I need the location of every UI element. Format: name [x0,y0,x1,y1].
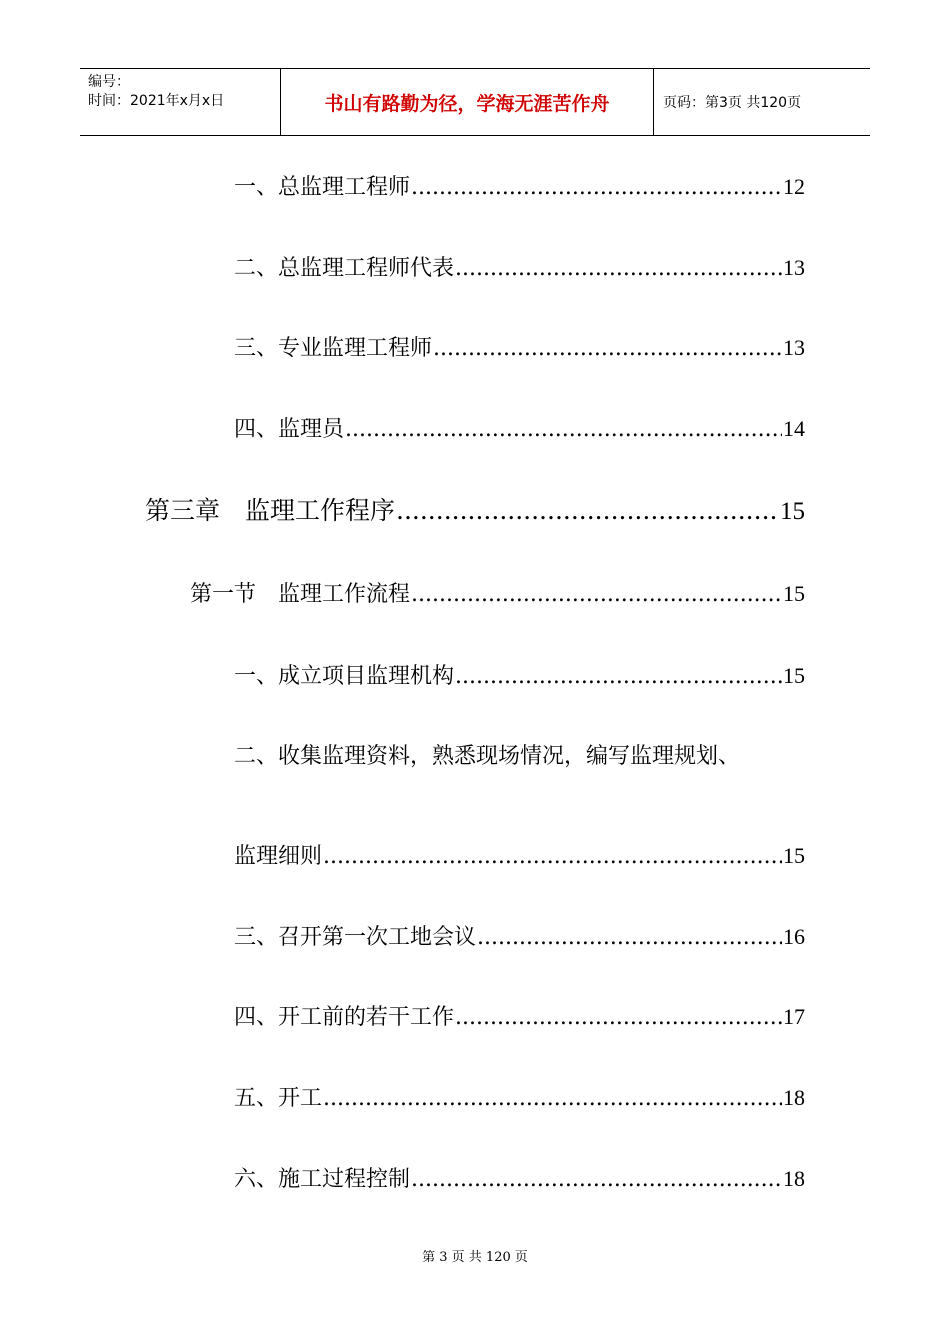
toc-entry-page: 15 [783,581,805,606]
toc-entry[interactable] [234,331,805,362]
toc-entry-title: 五、开工 [234,1086,323,1111]
toc-leader [411,582,782,607]
toc-leader [323,844,782,869]
page-header [80,68,870,136]
toc-entry-page: 15 [783,663,805,688]
toc-entry-page: 15 [783,843,805,868]
toc-entry-title: 二、总监理工程师代表 [234,256,455,281]
toc-entry-title: 一、总监理工程师 [234,175,411,200]
toc-leader [396,496,779,525]
toc-entry[interactable] [234,1162,805,1193]
header-time: 时间：2021年x月x日 [88,93,225,109]
toc-entry[interactable] [234,251,805,282]
toc-entry-page: 13 [783,255,805,280]
toc-section-entry[interactable] [190,577,805,608]
toc-entry-title: 第一节 监理工作流程 [190,582,411,607]
toc-entry-title: 一、成立项目监理机构 [234,664,455,689]
header-number: 编号： [88,74,130,90]
header-motto: 书山有路勤为径，学海无涯苦作舟 [281,69,654,135]
toc-entry[interactable] [234,1081,805,1112]
toc-entry-title: 监理细则 [234,844,323,869]
toc-entry-title: 三、召开第一次工地会议 [234,925,477,950]
toc-entry-page: 18 [783,1166,805,1191]
toc-entry[interactable] [234,920,805,951]
toc-leader [455,1005,782,1030]
toc-entry-title: 四、监理员 [234,417,345,442]
toc-entry-page: 12 [783,174,805,199]
toc-leader [433,336,782,361]
toc-leader [411,175,782,200]
toc-leader [455,256,782,281]
toc-entry[interactable] [234,839,805,870]
toc-leader [455,664,782,689]
page-footer: 第 3 页 共 120 页 [422,1250,528,1265]
toc-entry-page: 13 [783,335,805,360]
toc-leader [477,925,782,950]
toc-entry-page: 17 [783,1004,805,1029]
toc-entry[interactable] [234,170,805,201]
toc-leader [345,417,782,442]
toc-entry-page: 16 [783,924,805,949]
toc-entry-page: 15 [780,498,805,525]
toc-entry-title: 三、专业监理工程师 [234,336,433,361]
toc-entry-wrapped-line[interactable]: 二、收集监理资料，熟悉现场情况，编写监理规划、 [234,744,741,769]
toc-entry[interactable] [234,1000,805,1031]
toc-entry-page: 18 [783,1085,805,1110]
toc-entry-page: 14 [783,416,805,441]
toc-leader [323,1086,782,1111]
toc-leader [411,1167,782,1192]
toc-entry-title: 四、开工前的若干工作 [234,1005,455,1030]
toc-entry[interactable] [234,412,805,443]
toc-entry-title: 第三章 监理工作程序 [145,496,396,525]
toc-entry-title: 六、施工过程控制 [234,1167,411,1192]
toc-chapter-entry[interactable] [145,491,805,527]
toc-entry[interactable] [234,659,805,690]
header-page-info: 页码：第3页 共120页 [663,95,802,111]
header-meta [80,69,281,135]
